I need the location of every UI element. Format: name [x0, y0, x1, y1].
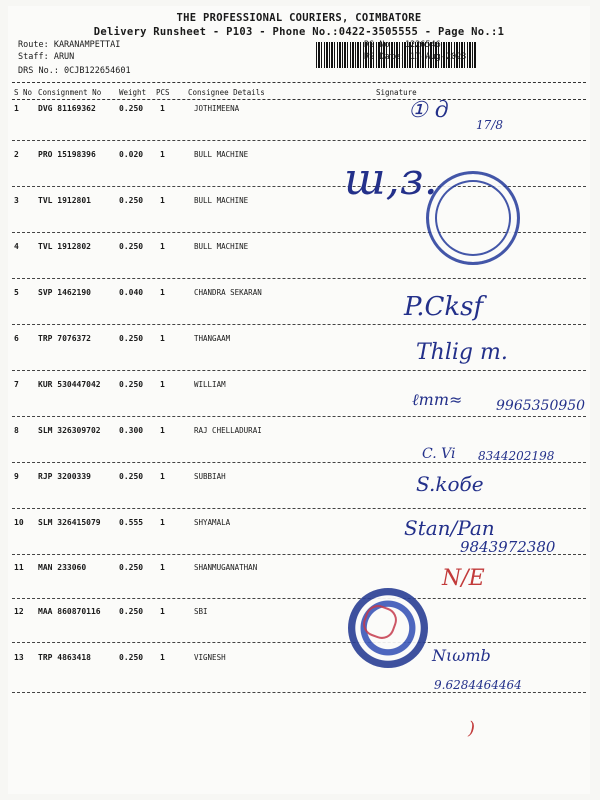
- row-2-weight: 0.020: [119, 150, 144, 159]
- signature-row-5: P.Cksf: [404, 292, 484, 322]
- row-6-consignment: TRP 7076372: [38, 334, 91, 343]
- row-12-pcs: 1: [160, 607, 165, 616]
- row-7-weight: 0.250: [119, 380, 144, 389]
- signature-row-7: ℓmm≈: [412, 390, 463, 409]
- signature-row-1: ① д: [408, 98, 449, 123]
- row-9-sn: 9: [14, 472, 19, 481]
- row-1-sn: 1: [14, 104, 19, 113]
- row-1-weight: 0.250: [119, 104, 144, 113]
- row-10-consignment: SLM 326415079: [38, 518, 101, 527]
- row-2-consignment: PRO 15198396: [38, 150, 96, 159]
- row-divider: [12, 598, 586, 599]
- runsheet-title: Delivery Runsheet - P103 - Phone No.:0422-3505555 - Page No.:1: [93, 26, 505, 38]
- row-8-weight: 0.300: [119, 426, 144, 435]
- row-13-weight: 0.250: [119, 653, 144, 662]
- row-2-pcs: 1: [160, 150, 165, 159]
- row-8-pcs: 1: [160, 426, 165, 435]
- row-9-weight: 0.250: [119, 472, 144, 481]
- date-note-row-1: 17/8: [476, 118, 503, 132]
- row-divider: [12, 416, 586, 417]
- row-8-consignee: RAJ CHELLADURAI: [194, 426, 262, 435]
- col-header-consignee: Consignee Details: [188, 88, 265, 97]
- signature-row-10: Stan/Pan: [404, 516, 495, 540]
- row-8-consignment: SLM 326309702: [38, 426, 101, 435]
- row-6-consignee: THANGAAM: [194, 334, 231, 343]
- row-5-sn: 5: [14, 288, 19, 297]
- row-9-consignment: RJP 3200339: [38, 472, 91, 481]
- row-3-weight: 0.250: [119, 196, 144, 205]
- row-3-pcs: 1: [160, 196, 165, 205]
- row-4-pcs: 1: [160, 242, 165, 251]
- row-divider: [12, 642, 586, 643]
- signature-row-9: S.kобе: [416, 472, 484, 496]
- row-13-sn: 13: [14, 653, 24, 662]
- row-4-consignment: TVL 1912802: [38, 242, 91, 251]
- row-3-consignment: TVL 1912801: [38, 196, 91, 205]
- col-header-consignment: Consignment No: [38, 88, 102, 97]
- row-5-consignment: SVP 1462190: [38, 288, 91, 297]
- phone-note-row-8: 8344202198: [478, 449, 555, 463]
- row-7-consignee: WILLIAM: [194, 380, 226, 389]
- row-10-pcs: 1: [160, 518, 165, 527]
- row-7-sn: 7: [14, 380, 19, 389]
- row-10-sn: 10: [14, 518, 24, 527]
- row-5-consignee: CHANDRA SEKARAN: [194, 288, 262, 297]
- row-divider: [12, 324, 586, 325]
- row-3-consignee: BULL MACHINE: [194, 196, 249, 205]
- col-header-signature: Signature: [376, 88, 417, 97]
- col-header-sno: S No: [14, 88, 33, 97]
- rs-no-label: RS No.: 1226546: [364, 40, 441, 50]
- row-6-sn: 6: [14, 334, 19, 343]
- row-11-pcs: 1: [160, 563, 165, 572]
- signature-rows-2-4: ɯ,з.: [344, 154, 438, 205]
- row-3-sn: 3: [14, 196, 19, 205]
- row-12-consignment: MAA 860870116: [38, 607, 101, 616]
- row-5-weight: 0.040: [119, 288, 144, 297]
- row-11-consignment: MAN 233060: [38, 563, 87, 572]
- row-2-sn: 2: [14, 150, 19, 159]
- row-1-consignee: JOTHIMEENA: [194, 104, 240, 113]
- company-title: THE PROFESSIONAL COURIERS, COIMBATORE: [176, 12, 422, 24]
- row-7-pcs: 1: [160, 380, 165, 389]
- row-9-consignee: SUBBIAH: [194, 472, 226, 481]
- staff-label: Staff: ARUN: [18, 52, 75, 62]
- row-12-weight: 0.250: [119, 607, 144, 616]
- phone-note-row-7: 9965350950: [496, 398, 586, 414]
- row-8-sn: 8: [14, 426, 19, 435]
- row-6-pcs: 1: [160, 334, 165, 343]
- row-6-weight: 0.250: [119, 334, 144, 343]
- row-12-sn: 12: [14, 607, 24, 616]
- row-divider: [12, 278, 586, 279]
- col-header-pcs: PCS: [156, 88, 170, 97]
- signature-row-8: C. Vi: [422, 446, 456, 462]
- phone-note-row-13: 9.6284464464: [434, 678, 522, 692]
- row-13-consignee: VIGNESH: [194, 653, 226, 662]
- signature-row-6: Thlig m.: [416, 340, 508, 365]
- row-1-pcs: 1: [160, 104, 165, 113]
- row-2-consignee: BULL MACHINE: [194, 150, 249, 159]
- row-5-pcs: 1: [160, 288, 165, 297]
- row-4-sn: 4: [14, 242, 19, 251]
- rs-date-label: RS Date: 17-Aug-2023: [364, 52, 467, 62]
- signature-row-13: Nιωmb: [432, 646, 491, 665]
- col-header-weight: Weight: [119, 88, 147, 97]
- row-7-consignment: KUR 530447042: [38, 380, 101, 389]
- row-4-consignee: BULL MACHINE: [194, 242, 249, 251]
- route-label: Route: KARANAMPETTAI: [18, 40, 121, 50]
- row-11-consignee: SHANMUGANATHAN: [194, 563, 258, 572]
- red-ink-tick: ): [468, 718, 476, 739]
- header-divider-top: [12, 82, 586, 83]
- not-delivered-mark-row-11: N/E: [442, 566, 485, 591]
- row-divider: [12, 140, 586, 141]
- row-10-consignee: SHYAMALA: [194, 518, 231, 527]
- row-12-consignee: SBI: [194, 607, 208, 616]
- company-seal-stamp: [426, 171, 520, 265]
- row-11-weight: 0.250: [119, 563, 144, 572]
- row-11-sn: 11: [14, 563, 24, 572]
- row-13-pcs: 1: [160, 653, 165, 662]
- row-divider: [12, 692, 586, 693]
- row-9-pcs: 1: [160, 472, 165, 481]
- phone-note-row-10: 9843972380: [460, 538, 556, 556]
- row-10-weight: 0.555: [119, 518, 144, 527]
- header-divider-bottom: [12, 99, 586, 100]
- row-divider: [12, 508, 586, 509]
- row-divider: [12, 370, 586, 371]
- runsheet-page: [8, 6, 590, 794]
- row-4-weight: 0.250: [119, 242, 144, 251]
- row-13-consignment: TRP 4863418: [38, 653, 91, 662]
- drs-label: DRS No.: 0CJB122654601: [18, 66, 131, 76]
- row-1-consignment: DVG 81169362: [38, 104, 96, 113]
